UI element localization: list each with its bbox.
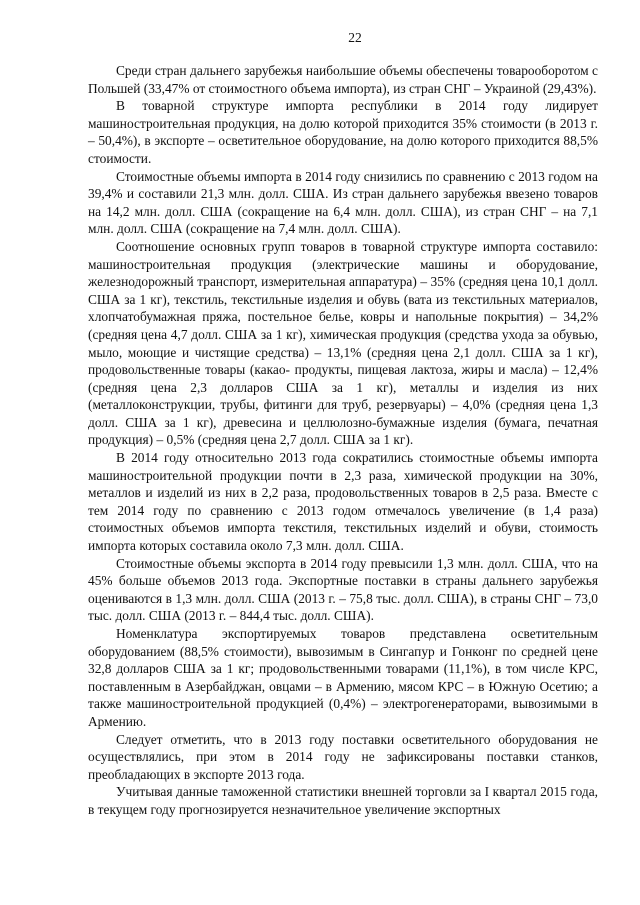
paragraph-3: Стоимостные объемы импорта в 2014 году снизились по сравнению с 2013 годом на 39,4% и составили 21,3 млн. долл. США. Из стран дальнего зарубежья ввезено товаров на 14,2 млн. долл. США (сокращение на 6,4 млн. долл. США), из стран СНГ – на 7,1 млн. долл. США (сокращение на 7,4 млн. долл. США). [88,168,598,237]
paragraph-9: Учитывая данные таможенной статистики внешней торговли за I квартал 2015 года, в текущем году прогнозируется незначительное увеличение экспортных [88,784,598,817]
paragraph-5: В 2014 году относительно 2013 года сократились стоимостные объемы импорта машиностроительной продукции почти в 2,3 раза, химической продукции на 30%, металлов и изделий из них в 2,2 раза, продовольственных товаров в 2,5 раза. Вместе с тем 2014 году по сравнению с 2013 годом отмечалось увеличение (в 1,4 раза) стоимостных объемов импорта текстиля, текстильных изделий и обуви, стоимость импорта которых составила около 7,3 млн. долл. США. [88,450,598,554]
paragraph-4: Соотношение основных групп товаров в товарной структуре импорта составило: машиностроительная продукция (электрические машины и оборудование, железнодорожный транспорт, измерительная аппаратура) – 35% (средняя цена 10,1 долл. США за 1 кг), текстиль, текстильные изделия и обувь (вата из текстильных материалов, хлопчатобумажная пряжа, постельное белье, ковры и напольные покрытия) – 34,2% (средняя цена 4,7 долл. США за 1 кг), химическая продукция (средства ухода за обувью, мыло, моющие и чистящие средства) – 13,1% (средняя цена 2,1 долл. США за 1 кг), продовольственные товары (какао- продукты, пищевая лактоза, жиры и масла) – 12,4% (средняя цена 2,3 долларов США за 1 кг), металлы и изделия из них (металлоконструкции, трубы, фитинги для труб, резервуары) – 4,0% (средняя цена 1,3 долл. США за 1 кг), древесина и целлюлозно-бумажные изделия (бумага, печатная продукция) – 0,5% (средняя цена 2,7 долл. США за 1 кг). [88,238,598,448]
paragraph-8: Следует отметить, что в 2013 году поставки осветительного оборудования не осуществлялись, при этом в 2014 году не зафиксированы поставки станков, преобладающих в экспорте 2013 года. [88,731,598,782]
page-number: 22 [348,30,362,45]
paragraph-1: Среди стран дальнего зарубежья наибольшие объемы обеспечены товарооборотом с Польшей (33,47% от стоимостного объема импорта), из стран СНГ – Украиной (29,43%). [88,63,598,96]
paragraph-7: Номенклатура экспортируемых товаров представлена осветительным оборудованием (88,5% стоимости), вывозимым в Сингапур и Гонконг по средней цене 32,8 долларов США за 1 кг; продовольственными товарами (11,1%), в том числе КРС, поставленным в Азербайджан, овцами – в Армению, мясом КРС – в Южную Осетию; а также машиностроительной продукцией (0,4%) – электрогенераторами, вывозимыми в Армению. [88,626,598,729]
paragraph-6: Стоимостные объемы экспорта в 2014 году превысили 1,3 млн. долл. США, что на 45% больше объемов 2013 года. Экспортные поставки в страны дальнего зарубежья оцениваются в 1,3 млн. долл. США (2013 г. – 75,8 тыс. долл. США), в страны СНГ – 73,0 тыс. долл. США (2013 г. – 844,4 тыс. долл. США). [88,555,598,624]
paragraph-2: В товарной структуре импорта республики в 2014 году лидирует машиностроительная продукция, на долю которой приходится 35% стоимости (в 2013 г. – 50,4%), в экспорте – осветительное оборудование, на долю которого приходится 88,5% стоимости. [88,98,598,166]
